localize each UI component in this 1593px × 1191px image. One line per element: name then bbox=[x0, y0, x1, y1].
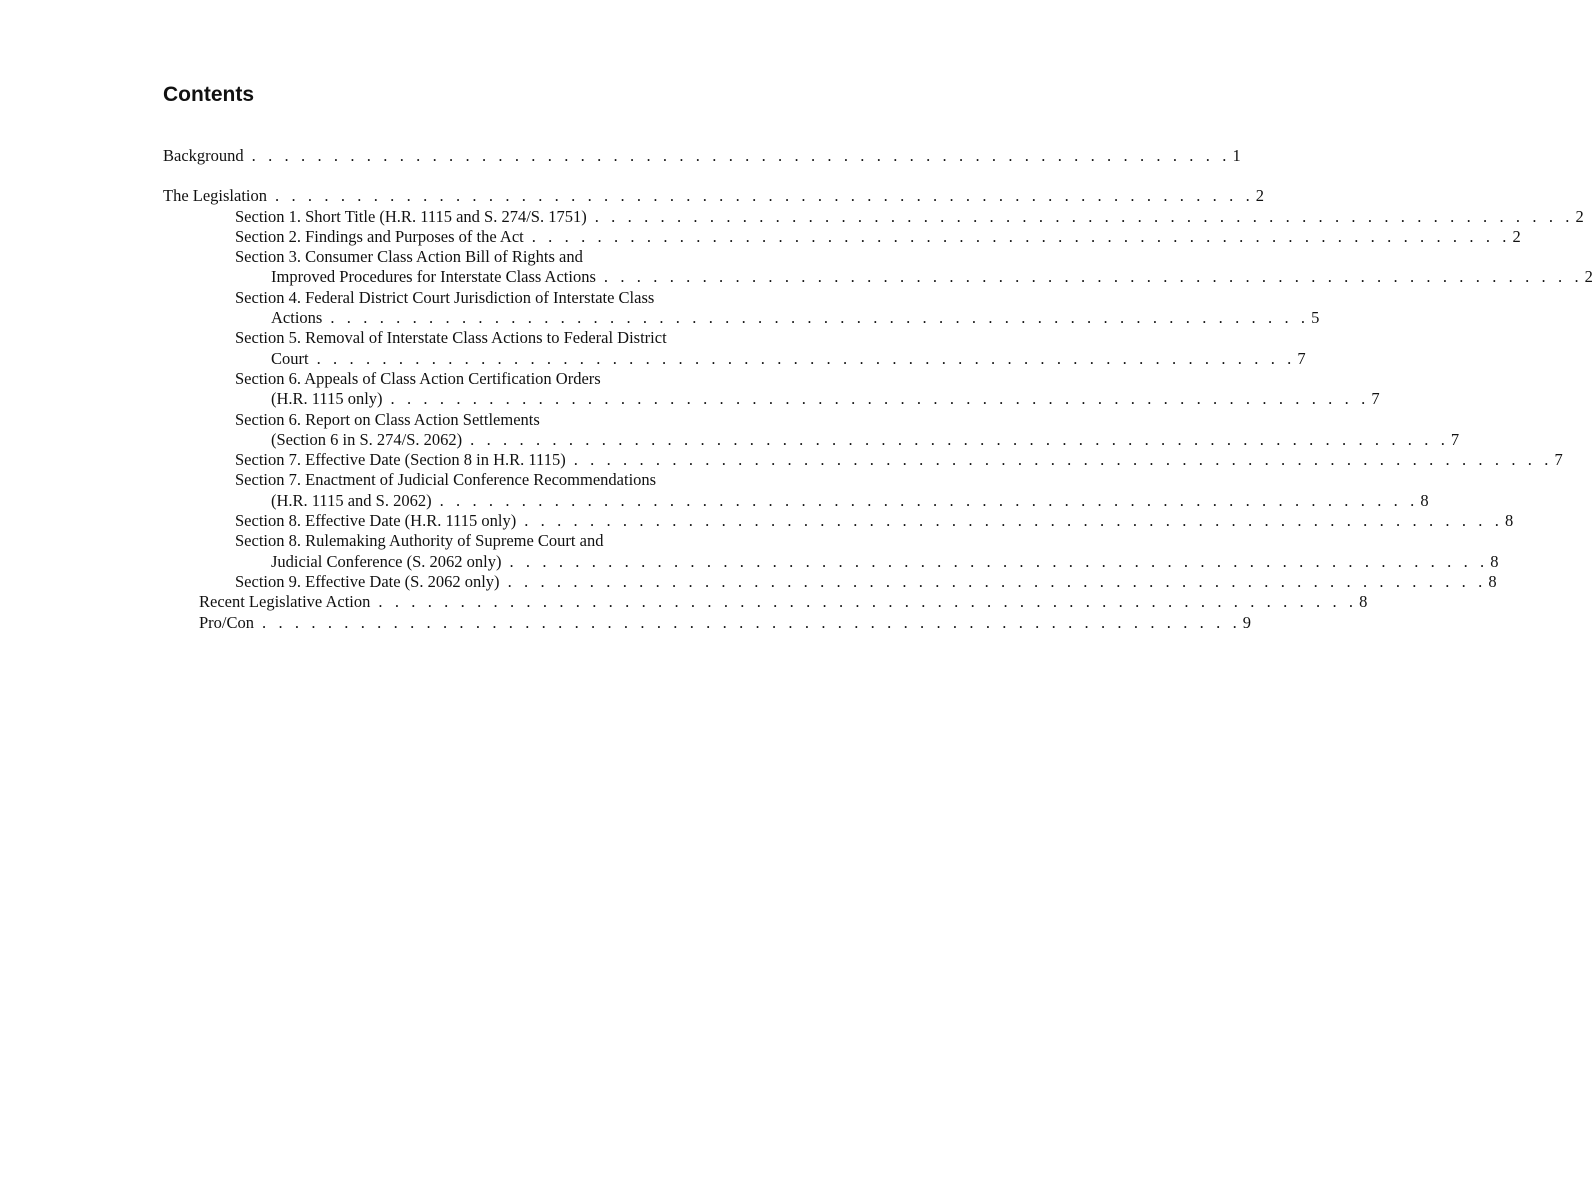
dot-leader: . . . . . . . . . . . . . . . . . . . . . . . . . . . . . . . . . . . . . . . . . . . . . . . . . . . . . . . . . . . . bbox=[573, 450, 1553, 470]
toc-page-number: 7 bbox=[1297, 348, 1306, 368]
toc-page-number: 8 bbox=[1504, 511, 1514, 531]
toc-entry-title: Background bbox=[163, 146, 244, 165]
toc-entry-line bbox=[199, 592, 1368, 612]
toc-entry[interactable] bbox=[163, 206, 1584, 227]
toc-page-number: 8 bbox=[1420, 490, 1429, 510]
toc-page-number: 2 bbox=[1512, 226, 1521, 246]
dot-leader: . . . . . . . . . . . . . . . . . . . . . . . . . . . . . . . . . . . . . . . . . . . . . . . . . . . . . . . . . . . . bbox=[470, 429, 1449, 449]
toc-entry-line bbox=[235, 450, 1563, 470]
toc-page-number: 7 bbox=[1371, 389, 1380, 409]
dot-leader: . . . . . . . . . . . . . . . . . . . . . . . . . . . . . . . . . . . . . . . . . . . . . . . . . . . . . . . . . . . . bbox=[330, 308, 1310, 328]
toc-entry[interactable] bbox=[163, 531, 1499, 572]
toc-entry-line bbox=[235, 247, 758, 267]
toc-entry[interactable] bbox=[163, 186, 1265, 206]
toc-page-number: 7 bbox=[1450, 429, 1460, 449]
toc-entry-line bbox=[235, 288, 758, 308]
toc-page-number: 2 bbox=[1255, 186, 1265, 206]
toc-entry-title: Section 7. Effective Date (Section 8 in H.R. 1115) bbox=[235, 450, 566, 470]
toc-page-number: 8 bbox=[1490, 551, 1499, 571]
toc-entry-line bbox=[235, 571, 1497, 592]
toc-entry-title: Pro/Con bbox=[199, 612, 255, 632]
toc-page-number: 2 bbox=[1575, 206, 1584, 226]
toc-entry-title: Judicial Conference (S. 2062 only) bbox=[271, 551, 502, 571]
dot-leader: . . . . . . . . . . . . . . . . . . . . . . . . . . . . . . . . . . . . . . . . . . . . . . . . . . . . . . . . . . . . bbox=[603, 267, 1583, 287]
toc-entry-title: Section 5. Removal of Interstate Class Actions to Federal District bbox=[235, 328, 667, 348]
toc-entry-title: Section 6. Appeals of Class Action Certification Orders bbox=[235, 368, 601, 388]
toc-entry-line bbox=[235, 226, 1521, 247]
toc-page-number: 9 bbox=[1242, 612, 1252, 632]
toc-entry-line bbox=[235, 206, 1584, 227]
dot-leader: . . . . . . . . . . . . . . . . . . . . . . . . . . . . . . . . . . . . . . . . . . . . . . . . . . . . . . . . . . . . bbox=[316, 348, 1296, 368]
toc-entry-line bbox=[235, 470, 758, 490]
toc-page-number: 8 bbox=[1488, 571, 1497, 591]
toc-entry-line bbox=[163, 186, 1265, 206]
toc-entry-title: Section 6. Report on Class Action Settlements bbox=[235, 409, 540, 429]
toc-entry-title: Section 1. Short Title (H.R. 1115 and S. 274/S. 1751) bbox=[235, 206, 587, 226]
toc-entry-title: Section 7. Enactment of Judicial Conference Recommendations bbox=[235, 470, 657, 490]
toc-entry-title: The Legislation bbox=[163, 186, 268, 206]
dot-leader: . . . . . . . . . . . . . . . . . . . . . . . . . . . . . . . . . . . . . . . . . . . . . . . . . . . . . . . . . . . . bbox=[594, 206, 1574, 226]
dot-leader: . . . . . . . . . . . . . . . . . . . . . . . . . . . . . . . . . . . . . . . . . . . . . . . . . . . . . . . . . . . . bbox=[507, 571, 1487, 591]
toc-entry-line bbox=[235, 551, 1499, 572]
dot-leader: . . . . . . . . . . . . . . . . . . . . . . . . . . . . . . . . . . . . . . . . . . . . . . . . . . . . . . . . . . . . bbox=[531, 226, 1511, 246]
toc-entry-title: (H.R. 1115 only) bbox=[271, 389, 383, 409]
toc-entry-line bbox=[235, 429, 1460, 450]
toc-entry-title: Section 8. Rulemaking Authority of Supreme Court and bbox=[235, 531, 604, 551]
toc-entry-line bbox=[235, 328, 758, 348]
toc-page-number: 2 bbox=[1584, 267, 1593, 287]
toc-entry[interactable] bbox=[163, 226, 1521, 247]
contents-heading: Contents bbox=[163, 83, 254, 106]
toc-entry-title: Recent Legislative Action bbox=[199, 592, 371, 612]
table-of-contents bbox=[163, 146, 1593, 633]
toc-entry[interactable] bbox=[163, 287, 1320, 329]
dot-leader: . . . . . . . . . . . . . . . . . . . . . . . . . . . . . . . . . . . . . . . . . . . . . . . . . . . . . . . . . . . . bbox=[378, 592, 1358, 612]
toc-entry-line bbox=[235, 511, 1514, 531]
toc-entry-line bbox=[235, 531, 758, 551]
toc-entry[interactable] bbox=[163, 146, 1241, 166]
toc-page-number: 7 bbox=[1554, 450, 1563, 470]
toc-entry-title: Section 3. Consumer Class Action Bill of Rights and bbox=[235, 247, 583, 267]
toc-entry-line bbox=[235, 267, 1593, 287]
toc-entry-title: Section 4. Federal District Court Jurisdiction of Interstate Class bbox=[235, 287, 655, 307]
toc-entry-line bbox=[235, 490, 1429, 511]
toc-entry[interactable] bbox=[163, 450, 1563, 470]
toc-entry-title: (Section 6 in S. 274/S. 2062) bbox=[271, 429, 463, 449]
toc-page-number: 1 bbox=[1232, 146, 1241, 165]
toc-spacer bbox=[163, 166, 758, 186]
dot-leader: . . . . . . . . . . . . . . . . . . . . . . . . . . . . . . . . . . . . . . . . . . . . . . . . . . . . . . . . . . . . bbox=[509, 551, 1489, 571]
toc-entry[interactable] bbox=[163, 247, 1593, 288]
toc-entry-title: Improved Procedures for Interstate Class Actions bbox=[271, 267, 596, 287]
toc-page-number: 5 bbox=[1311, 308, 1320, 328]
toc-entry[interactable] bbox=[163, 511, 1514, 531]
toc-entry-line bbox=[235, 389, 1380, 409]
toc-entry[interactable] bbox=[163, 571, 1497, 592]
toc-entry-title: Section 8. Effective Date (H.R. 1115 only) bbox=[235, 511, 517, 531]
toc-entry-title: Section 2. Findings and Purposes of the Act bbox=[235, 226, 524, 246]
dot-leader: . . . . . . . . . . . . . . . . . . . . . . . . . . . . . . . . . . . . . . . . . . . . . . . . . . . . . . . . . . . . bbox=[524, 511, 1503, 531]
toc-entry-line bbox=[163, 146, 1241, 166]
dot-leader: . . . . . . . . . . . . . . . . . . . . . . . . . . . . . . . . . . . . . . . . . . . . . . . . . . . . . . . . . . . . bbox=[275, 186, 1254, 206]
toc-entry[interactable] bbox=[163, 368, 1380, 410]
toc-entry-line bbox=[235, 308, 1320, 328]
toc-entry[interactable] bbox=[163, 592, 1368, 612]
toc-entry-title: Actions bbox=[271, 308, 323, 328]
toc-entry-line bbox=[235, 369, 758, 389]
dot-leader: . . . . . . . . . . . . . . . . . . . . . . . . . . . . . . . . . . . . . . . . . . . . . . . . . . . . . . . . . . . . bbox=[251, 146, 1231, 165]
toc-entry-line bbox=[199, 612, 1252, 633]
dot-leader: . . . . . . . . . . . . . . . . . . . . . . . . . . . . . . . . . . . . . . . . . . . . . . . . . . . . . . . . . . . . bbox=[439, 490, 1419, 510]
toc-entry[interactable] bbox=[163, 328, 1306, 369]
toc-entry-title: Section 9. Effective Date (S. 2062 only) bbox=[235, 571, 500, 591]
toc-page-number: 8 bbox=[1359, 592, 1368, 612]
toc-entry[interactable] bbox=[163, 470, 1429, 511]
toc-entry-title: (H.R. 1115 and S. 2062) bbox=[271, 490, 432, 510]
dot-leader: . . . . . . . . . . . . . . . . . . . . . . . . . . . . . . . . . . . . . . . . . . . . . . . . . . . . . . . . . . . . bbox=[262, 612, 1241, 632]
dot-leader: . . . . . . . . . . . . . . . . . . . . . . . . . . . . . . . . . . . . . . . . . . . . . . . . . . . . . . . . . . . . bbox=[390, 389, 1370, 409]
toc-entry-title: Court bbox=[271, 348, 309, 368]
toc-entry-line bbox=[235, 348, 1306, 369]
toc-entry[interactable] bbox=[163, 612, 1252, 633]
toc-entry-line bbox=[235, 410, 758, 430]
toc-entry[interactable] bbox=[163, 409, 1460, 451]
